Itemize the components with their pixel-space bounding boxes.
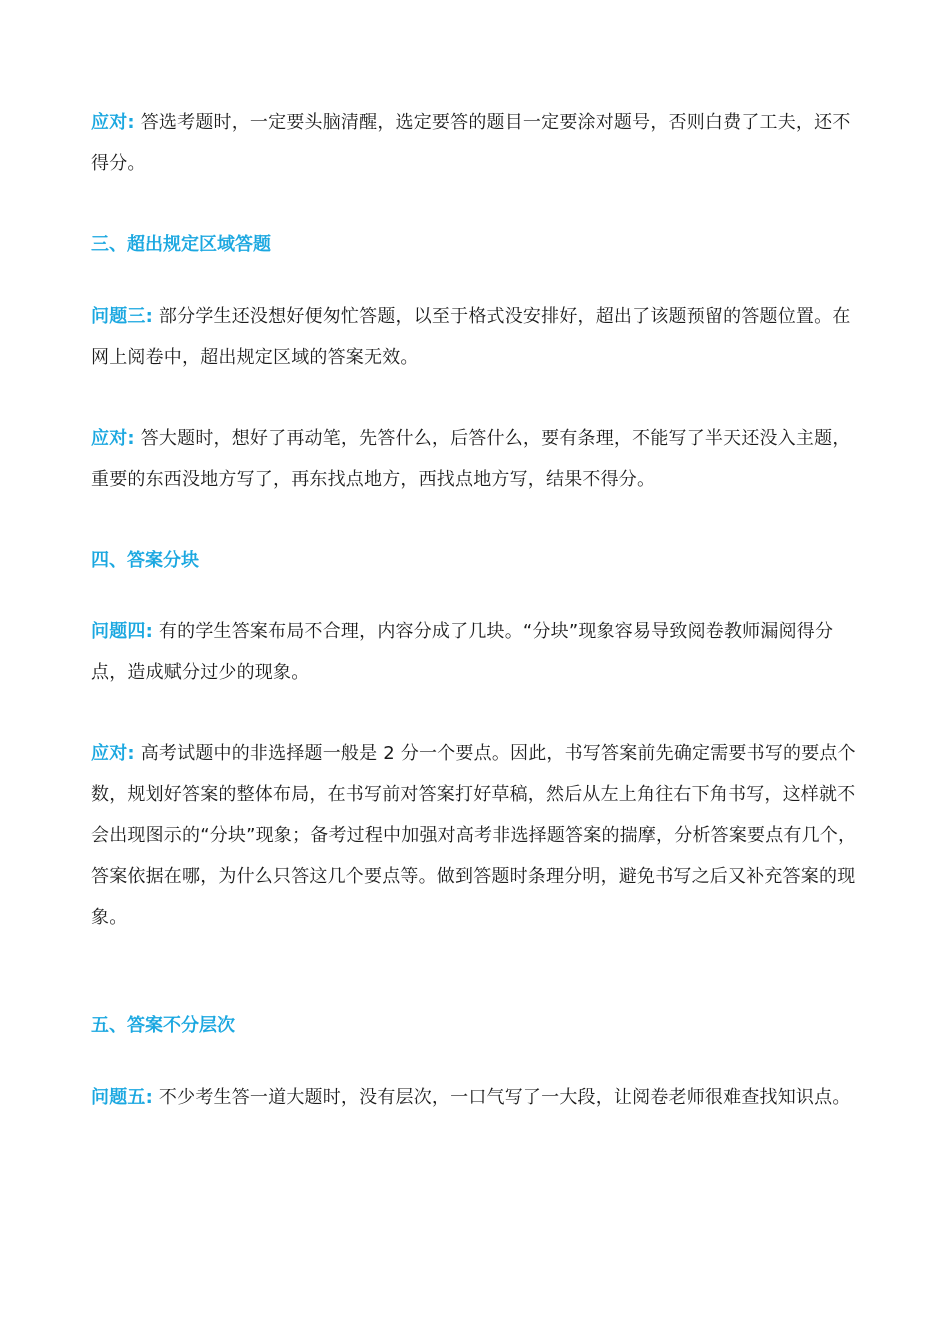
paragraph-text: 高考试题中的非选择题一般是 2 分一个要点。因此，书写答案前先确定需要书写的要点个数，规划好答案的整体布局，在书写前对答案打好草稿，然后从左上角往右下角书写，这样就不会出现图示的“分块”现象；备考过程中加强对高考非选择题答案的揣摩，分析答案要点有几个，答案依据在哪，为什么只答这几个要点等。做到答题时条理分明，避免书写之后又补充答案的现象。: [91, 743, 857, 928]
answer-label: 应对:: [91, 112, 135, 133]
section-heading-3: 三、超出规定区域答题: [91, 234, 271, 255]
paragraph-text: 有的学生答案布局不合理，内容分成了几块。“分块”现象容易导致阅卷教师漏阅得分点，造成赋分过少的现象。: [91, 621, 834, 683]
problem-label: 问题四:: [91, 621, 153, 642]
paragraph-text: 答大题时，想好了再动笔，先答什么，后答什么，要有条理，不能写了半天还没入主题，重要的东西没地方写了，再东找点地方，西找点地方写，结果不得分。: [91, 428, 851, 490]
problem-label: 问题五:: [91, 1087, 153, 1108]
answer-label: 应对:: [91, 428, 135, 449]
paragraph-text: 答选考题时，一定要头脑清醒，选定要答的题目一定要涂对题号，否则白费了工夫，还不得分。: [91, 112, 851, 174]
problem-paragraph-4: [91, 611, 861, 693]
answer-label: 应对:: [91, 743, 135, 764]
answer-paragraph-1: [91, 102, 861, 184]
problem-paragraph-5: [91, 1077, 861, 1118]
problem-label: 问题三:: [91, 306, 153, 327]
paragraph-text: 部分学生还没想好便匆忙答题，以至于格式没安排好，超出了该题预留的答题位置。在网上阅卷中，超出规定区域的答案无效。: [91, 306, 851, 368]
problem-paragraph-3: [91, 296, 861, 378]
answer-paragraph-3: [91, 418, 861, 500]
paragraph-text: 不少考生答一道大题时，没有层次，一口气写了一大段，让阅卷老师很难查找知识点。: [153, 1087, 851, 1108]
answer-paragraph-4: [91, 733, 861, 938]
section-heading-4: 四、答案分块: [91, 550, 199, 571]
section-heading-5: 五、答案不分层次: [91, 1015, 235, 1036]
